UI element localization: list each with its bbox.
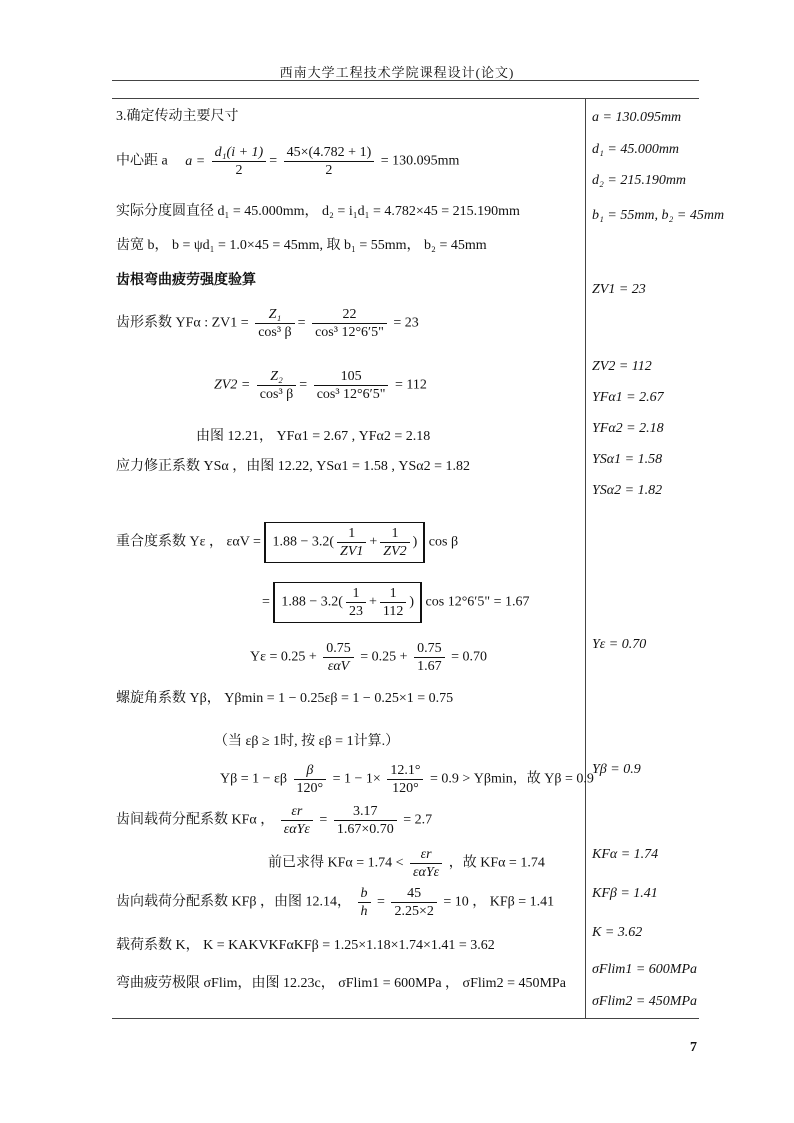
zv2-label: ZV2 = <box>214 377 251 393</box>
contact-ratio-value-tail: cos 12°6′5" = 1.67 <box>425 594 530 610</box>
result-yfa1: YFα1 = 2.67 <box>592 390 664 405</box>
fraction <box>391 885 436 920</box>
denominator: εαYε <box>413 865 440 880</box>
result-b: b₁ = 55mm, b₂ = 45mm <box>592 208 725 223</box>
fraction <box>255 306 294 341</box>
result-sigma-flim1: σFlim1 = 600MPa <box>592 962 698 977</box>
zv2-formula: ZV2 = $\frac{\text{Z₂}}{\text{cos³ β}}$ = $\frac{105}{\text{cos³ 12°6′5"}}$ = 112 <box>214 369 427 402</box>
denominator: cos³ β <box>258 325 292 340</box>
section-title: 3.确定传动主要尺寸 <box>116 109 239 124</box>
denominator: cos³ 12°6′5" <box>315 325 384 340</box>
fraction <box>337 525 366 560</box>
denominator: 1.67 <box>417 659 442 674</box>
denominator: 2.25×2 <box>394 904 434 919</box>
helix-angle-line: 螺旋角系数 Yβ， Yβmin = 1 − 0.25εβ = 1 − 0.25×1 = 0.75 <box>116 691 454 706</box>
result-zv1: ZV1 = 23 <box>592 282 646 297</box>
result-zv2: ZV2 = 112 <box>592 359 652 374</box>
load-distribution-label: 齿间载荷分配系数 KFα ， <box>116 812 275 828</box>
numerator: b <box>358 885 371 903</box>
y-beta-label: Yβ = 1 − εβ <box>220 771 288 787</box>
numerator: 1 <box>337 525 366 543</box>
result-ysa2: YSα2 = 1.82 <box>592 483 663 498</box>
fatigue-limit-line: 弯曲疲劳极限 σFlim，由图 12.23c， σFlim1 = 600MPa ， σFlim2 = 450MPa <box>116 976 566 991</box>
numerator: d₁(i + 1) <box>212 144 267 162</box>
denominator: h <box>360 904 368 919</box>
result-k: K = 3.62 <box>592 925 643 940</box>
fraction <box>414 640 445 675</box>
numerator: εr <box>410 846 442 864</box>
numerator: 1 <box>380 525 409 543</box>
contact-ratio-value <box>262 582 529 623</box>
fraction <box>358 885 371 920</box>
numerator: εr <box>281 803 313 821</box>
fraction <box>334 803 397 838</box>
result-yfa2: YFα2 = 2.18 <box>592 421 664 436</box>
numerator: 22 <box>312 306 387 324</box>
denominator: εαYε <box>283 822 310 837</box>
numerator: 1 <box>380 585 406 603</box>
result-y-epsilon: Yε = 0.70 <box>592 637 647 652</box>
denominator: ZV1 <box>340 544 364 559</box>
center-distance-result: = 130.095mm <box>380 153 460 169</box>
numerator: 45 <box>391 885 436 903</box>
center-distance-formula: 中心距 a a = $\frac{\text{d₁(i + 1)}}{2}$ = $\frac{45\times(4.782 + 1)}{2}$ = 130.095mm <box>116 145 460 178</box>
fraction <box>281 803 313 838</box>
fraction <box>294 762 327 797</box>
result-ysa1: YSα1 = 1.58 <box>592 452 663 467</box>
equals-sign: = <box>262 594 270 610</box>
contact-ratio-label: 重合度系数 Yε ， εαV = <box>116 534 261 550</box>
load-factor-line: 载荷系数 K， K = KAKVKFαKFβ = 1.25×1.18×1.74×1.41 = 3.62 <box>116 938 495 953</box>
pitch-diameter-line: 实际分度圆直径 d₁ = 45.000mm， d₂ = i₁d₁ = 4.782×45 = 215.190mm <box>116 204 520 219</box>
header-rule <box>112 80 699 81</box>
fraction <box>284 144 375 179</box>
fraction <box>410 846 442 881</box>
form-factor-formula: 齿形系数 YFα : ZV1 = $\frac{\text{Z₁}}{\text{cos³ β}}$ = $\frac{22}{\text{cos³ 12°6′5"}}$ = 23 <box>116 307 419 340</box>
table-bottom-rule <box>112 1018 699 1019</box>
k-f-beta-mid: = <box>377 894 385 910</box>
numerator: 45×(4.782 + 1) <box>284 144 375 162</box>
bracket-expression: 1.88 − 3.2( $\frac{1}{23}$ + $\frac{1}{112}$ ) <box>273 582 422 623</box>
k-f-beta-label: 齿向载荷分配系数 KFβ ，由图 12.14， <box>116 894 352 910</box>
zv2-result: = 112 <box>394 377 427 393</box>
stress-correction-line: 应力修正系数 YSα ，由图 12.22, YSα1 = 1.58 , YSα2 = 1.82 <box>116 459 470 474</box>
denominator: 112 <box>382 604 404 619</box>
bracket-text: 1.88 − 3.2( <box>272 534 335 550</box>
y-epsilon-result: = 0.70 <box>451 649 487 665</box>
load-distribution-formula <box>116 803 432 838</box>
k-f-alpha-result: ，故 KFα = 1.74 <box>448 855 545 871</box>
form-factor-result: = 23 <box>393 315 419 331</box>
bracket-close: ) <box>409 594 415 610</box>
page-number: 7 <box>690 1040 697 1055</box>
form-factor-label: 齿形系数 YFα : ZV1 = <box>116 315 249 331</box>
fraction <box>387 762 423 797</box>
bracket-expression: 1.88 − 3.2( $\frac{1}{ZV1}$ + $\frac{1}{ZV2}$ ) <box>264 522 425 563</box>
load-distribution-result: = 2.7 <box>403 812 433 828</box>
denominator: 1.67×0.70 <box>336 822 394 837</box>
k-f-beta-result: = 10 ， KFβ = 1.41 <box>443 894 555 910</box>
y-beta-mid: = 1 − 1× <box>332 771 381 787</box>
denominator: εαV <box>327 659 350 674</box>
denominator: cos³ 12°6′5" <box>316 387 386 402</box>
numerator: 1 <box>346 585 366 603</box>
numerator: β <box>294 762 327 780</box>
result-d1: d₁ = 45.000mm <box>592 142 680 157</box>
fraction <box>380 585 406 620</box>
table-column-divider <box>585 98 586 1018</box>
denominator: 120° <box>296 781 324 796</box>
fraction <box>323 640 354 675</box>
y-beta-result: = 0.9 > Yβmin，故 Yβ = 0.9 <box>429 771 594 787</box>
numerator: 3.17 <box>334 803 397 821</box>
denominator: 2 <box>325 163 333 178</box>
result-d2: d₂ = 215.190mm <box>592 173 687 188</box>
bracket-close: ) <box>412 534 418 550</box>
denominator: 120° <box>392 781 419 796</box>
result-kfb: KFβ = 1.41 <box>592 886 658 901</box>
helix-note: （当 εβ ≥ 1时, 按 εβ = 1计算.） <box>214 734 400 749</box>
table-top-rule <box>112 98 699 99</box>
denominator: ZV2 <box>383 544 407 559</box>
y-epsilon-mid: = 0.25 + <box>360 649 408 665</box>
fig-1221-line: 由图 12.21， YFα1 = 2.67 , YFα2 = 2.18 <box>196 429 431 444</box>
denominator: 2 <box>235 163 243 178</box>
center-distance-expr: a = <box>185 153 206 169</box>
k-f-alpha-label: 前已求得 KFα = 1.74 < <box>268 855 404 871</box>
contact-ratio-formula <box>116 522 458 563</box>
bracket-text: 1.88 − 3.2( <box>281 594 343 610</box>
face-width-line: 齿宽 b， b = ψd₁ = 1.0×45 = 45mm, 取 b₁ = 55mm， b₂ = 45mm <box>116 238 487 253</box>
fraction <box>346 585 366 620</box>
fraction <box>314 368 389 403</box>
k-f-beta-formula <box>116 885 554 920</box>
y-epsilon-formula <box>250 640 487 675</box>
fraction <box>212 144 267 179</box>
result-a: a = 130.095mm <box>592 110 682 125</box>
bending-section-title: 齿根弯曲疲劳强度验算 <box>116 273 256 288</box>
k-f-alpha-formula <box>268 846 545 881</box>
numerator: 0.75 <box>323 640 354 658</box>
result-kfa: KFα = 1.74 <box>592 847 659 862</box>
load-distribution-mid: = <box>319 812 328 828</box>
numerator: 105 <box>314 368 389 386</box>
y-beta-formula <box>220 762 594 797</box>
center-distance-label: 中心距 a <box>116 153 168 169</box>
denominator: 23 <box>348 604 363 619</box>
result-y-beta: Yβ = 0.9 <box>592 762 641 777</box>
fraction <box>257 368 296 403</box>
contact-ratio-tail: cos β <box>428 534 459 550</box>
page-header: 西南大学工程技术学院课程设计(论文) <box>279 65 515 80</box>
numerator: Z₁ <box>255 306 294 324</box>
denominator: cos³ β <box>259 387 294 402</box>
numerator: 0.75 <box>414 640 445 658</box>
numerator: Z₂ <box>257 368 296 386</box>
fraction <box>312 306 387 341</box>
fraction <box>380 525 409 560</box>
result-sigma-flim2: σFlim2 = 450MPa <box>592 994 698 1009</box>
numerator: 12.1° <box>387 762 423 780</box>
y-epsilon-label: Yε = 0.25 + <box>250 649 317 665</box>
